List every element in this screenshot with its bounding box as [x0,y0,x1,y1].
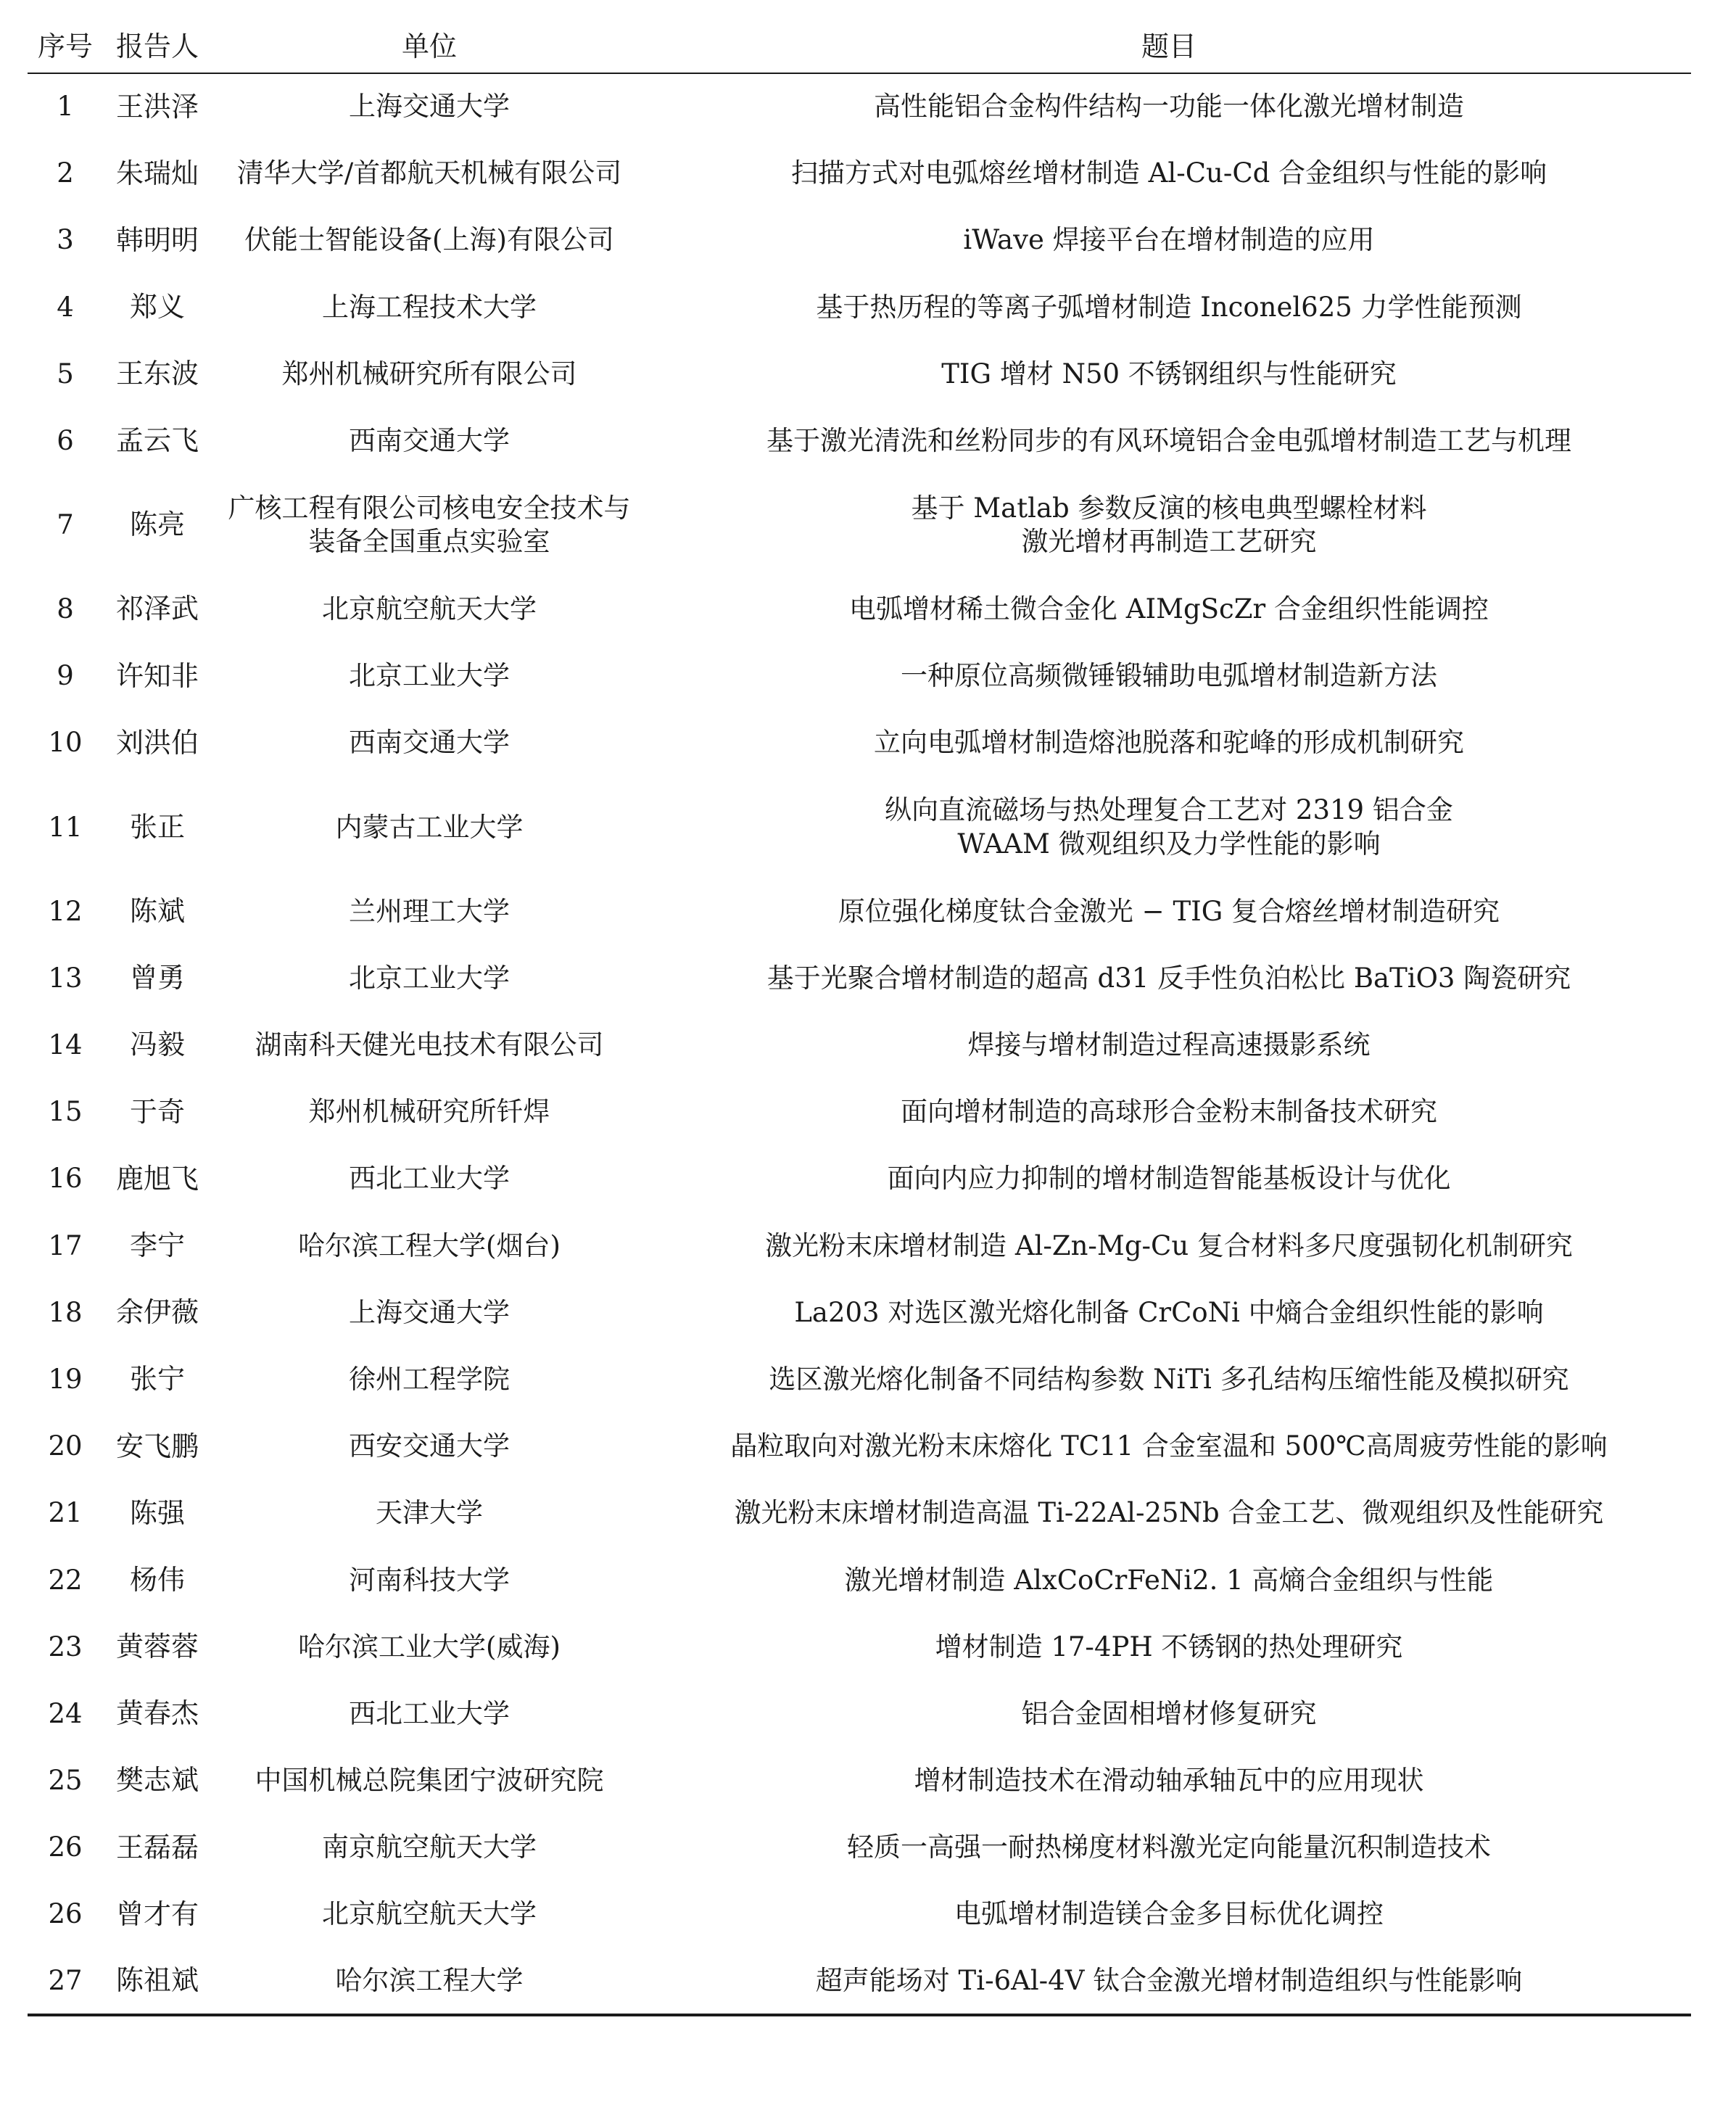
table-row [28,341,1691,408]
row-reporter: 许知非 [115,659,199,692]
header-seq: 序号 [28,15,103,73]
row-unit [212,408,647,474]
row-title [647,1413,1691,1480]
row-unit [212,1413,647,1480]
header-row [28,15,1691,73]
row-unit [212,576,647,643]
row-seq: 21 [48,1497,83,1529]
row-unit-line: 郑州机械研究所有限公司 [281,358,577,390]
table-row [28,1213,1691,1279]
row-reporter: 余伊薇 [115,1296,199,1329]
row-reporter: 孟云飞 [115,424,199,457]
row-unit-line: 北京航空航天大学 [322,1898,537,1930]
row-unit [212,1279,647,1346]
row-unit-line: 上海交通大学 [349,1296,510,1328]
row-title-line: 激光粉末床增材制造 Al-Zn-Mg-Cu 复合材料多尺度强韧化机制研究 [765,1229,1573,1261]
row-unit [212,1213,647,1279]
row-title [647,1747,1691,1814]
row-seq: 3 [57,224,74,256]
row-title [647,1213,1691,1279]
table-row [28,207,1691,273]
row-title [647,1614,1691,1681]
row-unit-line: 西北工业大学 [349,1697,510,1729]
row-unit [212,274,647,341]
row-seq: 19 [48,1363,83,1395]
row-seq: 6 [57,424,74,456]
row-title [647,710,1691,777]
row-title [647,777,1691,878]
row-seq: 7 [57,509,74,540]
row-title [647,1814,1691,1881]
row-reporter: 王东波 [115,358,199,390]
row-reporter: 曾才有 [115,1897,199,1930]
row-seq: 25 [48,1765,83,1797]
row-unit [212,1614,647,1681]
row-unit-line: 广核工程有限公司核电安全技术与 [228,492,631,524]
row-title [647,274,1691,341]
row-reporter: 朱瑞灿 [115,157,199,189]
row-seq: 15 [48,1096,83,1128]
row-unit [212,1948,647,2015]
row-reporter: 王洪泽 [115,90,199,123]
row-seq: 24 [48,1697,83,1729]
row-title-line: TIG 增材 N50 不锈钢组织与性能研究 [941,358,1397,390]
row-title [647,408,1691,474]
row-title [647,140,1691,207]
row-title [647,73,1691,140]
row-title-line: 焊接与增材制造过程高速摄影系统 [967,1029,1371,1061]
row-title [647,576,1691,643]
row-seq: 13 [48,962,83,994]
row-title [647,1547,1691,1614]
row-unit [212,207,647,273]
row-title [647,1882,1691,1948]
row-seq: 23 [48,1631,83,1662]
row-unit [212,1480,647,1546]
row-title-line: 选区激光熔化制备不同结构参数 NiTi 多孔结构压缩性能及模拟研究 [769,1363,1569,1395]
row-unit [212,341,647,408]
row-unit-line: 河南科技大学 [349,1564,510,1596]
row-unit-line: 西安交通大学 [349,1430,510,1462]
row-unit-line: 伏能士智能设备(上海)有限公司 [244,224,614,256]
row-reporter: 陈斌 [129,895,185,928]
row-reporter: 黄蓉蓉 [115,1631,199,1663]
row-unit-line: 天津大学 [376,1497,483,1529]
table-row [28,1079,1691,1145]
row-unit-line: 西北工业大学 [349,1163,510,1195]
table-row [28,1547,1691,1614]
row-title-line: 激光增材再制造工艺研究 [1021,526,1317,558]
row-title [647,474,1691,576]
row-unit-line: 兰州理工大学 [349,895,510,927]
row-reporter: 陈强 [129,1496,185,1529]
row-reporter: 安飞鹏 [115,1430,199,1462]
row-seq: 14 [48,1029,83,1061]
row-reporter: 陈亮 [129,508,185,541]
row-title-line: 一种原位高频微锤锻辅助电弧增材制造新方法 [901,660,1437,692]
row-unit-line: 哈尔滨工程大学(烟台) [298,1229,561,1261]
table-row [28,1480,1691,1546]
row-seq: 8 [57,593,74,625]
row-unit-line: 湖南科天健光电技术有限公司 [255,1029,604,1061]
row-seq: 18 [48,1296,83,1328]
row-unit [212,1681,647,1747]
row-unit [212,1346,647,1413]
table-row [28,878,1691,945]
row-title-line: 基于光聚合增材制造的超高 d31 反手性负泊松比 BaTiO3 陶瓷研究 [766,962,1571,994]
table-row [28,643,1691,709]
row-seq: 27 [28,1948,103,2015]
table-row [28,1681,1691,1747]
row-title-line: 电弧增材稀土微合金化 AIMgScZr 合金组织性能调控 [849,593,1489,625]
table-row [28,140,1691,207]
row-title-line: 原位强化梯度钛合金激光 − TIG 复合熔丝增材制造研究 [838,895,1500,927]
row-title-line: iWave 焊接平台在增材制造的应用 [963,224,1375,256]
row-title-line: 纵向直流磁场与热处理复合工艺对 2319 铝合金 [885,794,1453,826]
row-title [647,1012,1691,1079]
row-unit [212,73,647,140]
row-seq: 26 [48,1898,83,1930]
row-title [647,878,1691,945]
row-unit-line: 清华大学/首都航天机械有限公司 [236,157,622,189]
row-title [647,1079,1691,1145]
row-title [647,1681,1691,1747]
table-row [28,1012,1691,1079]
table-row [28,1948,1691,2015]
row-unit-line: 徐州工程学院 [349,1363,510,1395]
row-unit-line: 郑州机械研究所钎焊 [308,1096,550,1128]
row-title [647,341,1691,408]
row-reporter: 于奇 [129,1095,185,1128]
row-reporter: 张正 [129,810,185,843]
row-unit [212,1547,647,1614]
table-row [28,1279,1691,1346]
row-title [647,207,1691,273]
row-unit [212,710,647,777]
row-seq: 22 [48,1564,83,1596]
row-title-line: 激光粉末床增材制造高温 Ti-22Al-25Nb 合金工艺、微观组织及性能研究 [734,1497,1604,1529]
row-reporter: 郑义 [129,290,185,323]
row-seq: 10 [48,727,83,759]
row-unit [212,1079,647,1145]
row-title [647,1346,1691,1413]
row-unit-line: 西南交通大学 [349,424,510,456]
table-row [28,945,1691,1012]
row-reporter: 樊志斌 [115,1764,199,1797]
row-unit [212,1882,647,1948]
row-unit-line: 西南交通大学 [349,727,510,759]
row-unit-line: 哈尔滨工业大学(威海) [298,1631,561,1662]
row-title-line: 增材制造技术在滑动轴承轴瓦中的应用现状 [914,1765,1424,1797]
table-row [28,274,1691,341]
row-title-line: 基于 Matlab 参数反演的核电典型螺栓材料 [911,492,1427,524]
row-seq: 4 [57,291,74,323]
row-reporter: 韩明明 [115,223,199,256]
table-row [28,408,1691,474]
row-reporter: 张宁 [129,1363,185,1396]
row-reporter: 刘洪伯 [115,726,199,759]
table-row [28,73,1691,140]
table-row [28,1747,1691,1814]
table-row [28,1882,1691,1948]
row-unit [212,878,647,945]
row-title-line: 增材制造 17-4PH 不锈钢的热处理研究 [935,1631,1403,1662]
row-title [647,1279,1691,1346]
row-seq: 26 [48,1831,83,1863]
row-unit-line: 中国机械总院集团宁波研究院 [255,1765,604,1797]
row-title [647,1480,1691,1546]
row-unit-line: 北京工业大学 [349,660,510,692]
row-title-line: 铝合金固相增材修复研究 [1021,1697,1317,1729]
row-title-line: 晶粒取向对激光粉末床熔化 TC11 合金室温和 500℃高周疲劳性能的影响 [730,1430,1608,1462]
row-title-line: 基于激光清洗和丝粉同步的有风环境铝合金电弧增材制造工艺与机理 [766,424,1571,456]
row-title-line: 超声能场对 Ti-6Al-4V 钛合金激光增材制造组织与性能影响 [815,1964,1523,1996]
row-title-line: 轻质一高强一耐热梯度材料激光定向能量沉积制造技术 [847,1831,1491,1863]
row-reporter: 曾勇 [129,962,185,994]
row-unit [212,777,647,878]
row-unit [212,945,647,1012]
row-title [647,1948,1691,2015]
row-title-line: 扫描方式对电弧熔丝增材制造 Al-Cu-Cd 合金组织与性能的影响 [790,157,1547,189]
row-unit [212,1747,647,1814]
row-unit [212,140,647,207]
row-title [647,945,1691,1012]
row-seq: 9 [57,660,74,692]
row-unit-line: 南京航空航天大学 [322,1831,537,1863]
row-reporter: 陈祖斌 [103,1948,212,2015]
row-title [647,1145,1691,1212]
row-title-line: 高性能铝合金构件结构一功能一体化激光增材制造 [874,91,1464,123]
row-seq: 5 [57,358,74,390]
row-title-line: WAAM 微观组织及力学性能的影响 [957,828,1381,860]
row-seq: 2 [57,157,74,189]
row-unit-line: 上海工程技术大学 [322,291,537,323]
table-row [28,1814,1691,1881]
row-seq: 12 [48,895,83,927]
row-reporter: 鹿旭飞 [115,1162,199,1195]
header-reporter: 报告人 [103,15,212,73]
row-unit-line: 上海交通大学 [349,91,510,123]
header-unit: 单位 [212,15,647,73]
table-header [28,15,1691,73]
row-seq: 1 [57,91,74,123]
row-unit-line: 哈尔滨工程大学 [335,1964,524,1996]
row-unit-line: 北京工业大学 [349,962,510,994]
table-body [28,73,1691,2015]
row-reporter: 李宁 [129,1229,185,1261]
row-reporter: 祁泽武 [115,593,199,625]
report-schedule-table [28,15,1691,2016]
table-row [28,576,1691,643]
row-unit-line: 内蒙古工业大学 [335,811,524,843]
row-title-line: 面向增材制造的高球形合金粉末制备技术研究 [901,1096,1437,1128]
row-title-line: La203 对选区激光熔化制备 CrCoNi 中熵合金组织性能的影响 [794,1296,1544,1328]
row-unit-line: 北京航空航天大学 [322,593,537,625]
row-title-line: 激光增材制造 AlxCoCrFeNi2. 1 高熵合金组织与性能 [844,1564,1494,1596]
row-seq: 20 [48,1430,83,1462]
row-unit [212,1012,647,1079]
row-reporter: 杨伟 [129,1563,185,1596]
header-title: 题目 [647,15,1691,73]
table-row [28,777,1691,878]
row-reporter: 黄春杰 [115,1697,199,1730]
row-seq: 17 [48,1229,83,1261]
table-row [28,1346,1691,1413]
row-reporter: 王磊磊 [115,1831,199,1863]
table-row [28,710,1691,777]
row-title-line: 面向内应力抑制的增材制造智能基板设计与优化 [887,1163,1451,1195]
row-reporter: 冯毅 [129,1029,185,1061]
table-row [28,1614,1691,1681]
row-unit [212,474,647,576]
row-title-line: 电弧增材制造镁合金多目标优化调控 [954,1898,1384,1930]
row-title-line: 基于热历程的等离子弧增材制造 Inconel625 力学性能预测 [816,291,1522,323]
row-unit-line: 装备全国重点实验室 [308,526,550,558]
row-title-line: 立向电弧增材制造熔池脱落和驼峰的形成机制研究 [874,727,1464,759]
row-seq: 11 [48,811,83,843]
table-row [28,1145,1691,1212]
row-unit [212,1814,647,1881]
table-row [28,474,1691,576]
row-unit [212,643,647,709]
row-title [647,643,1691,709]
table-row [28,1413,1691,1480]
row-unit [212,1145,647,1212]
row-seq: 16 [48,1163,83,1195]
